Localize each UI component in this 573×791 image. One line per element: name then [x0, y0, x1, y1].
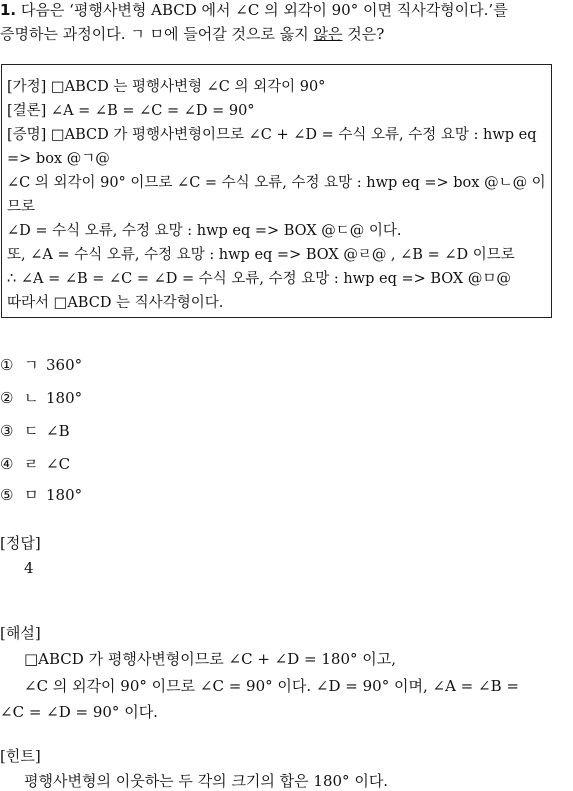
proof-box	[1, 64, 552, 318]
question-line-2	[0, 24, 384, 44]
option-value: ∠C	[46, 455, 71, 473]
question-line-1	[0, 0, 508, 20]
option-number: ③	[0, 422, 14, 440]
option-key: ㄴ	[24, 389, 39, 407]
option-2[interactable]	[0, 388, 82, 408]
explanation-line-1: □ABCD 가 평행사변형이므로 ∠C + ∠D = 180° 이고,	[24, 650, 397, 668]
proof-line: 므로	[7, 199, 36, 215]
answer-value: 4	[24, 559, 34, 577]
proof-line: ∴ ∠A = ∠B = ∠C = ∠D = 수식 오류, 수정 요망 : hwp eq => BOX @ㅁ@	[7, 271, 511, 287]
question-number: 1.	[0, 1, 17, 19]
question-text-2: 증명하는 과정이다. ㄱ ㅁ에 들어갈 것으로 옳지	[0, 25, 314, 43]
option-3[interactable]	[0, 421, 70, 441]
option-key: ㄱ	[24, 356, 39, 374]
option-number: ④	[0, 455, 14, 473]
proof-line: 또, ∠A = 수식 오류, 수정 요망 : hwp eq => BOX @ㄹ@ , ∠B = ∠D 이므로	[7, 247, 515, 263]
answer-label: [정답]	[0, 534, 41, 552]
option-number: ②	[0, 389, 14, 407]
explanation-line-2: ∠C 의 외각이 90° 이므로 ∠C = 90° 이다. ∠D = 90° 이며, ∠A = ∠B =	[24, 677, 519, 695]
option-key: ㄷ	[24, 422, 39, 440]
hint-label: [힌트]	[0, 747, 41, 765]
hint-line-1: 평행사변형의 이웃하는 두 각의 크기의 합은 180° 이다.	[24, 772, 389, 790]
option-value: 180°	[46, 486, 83, 504]
question-text-1: 다음은 ‘평행사변형 ABCD 에서 ∠C 의 외각이 90° 이면 직사각형이다.’를	[20, 1, 508, 19]
question-underlined-word: 않은	[313, 25, 343, 43]
option-1[interactable]	[0, 355, 82, 375]
proof-line: => box @ㄱ@	[7, 151, 110, 167]
option-key: ㅁ	[24, 486, 39, 504]
explanation-label: [해설]	[0, 624, 41, 642]
option-key: ㄹ	[24, 455, 39, 473]
proof-line: [가정] □ABCD 는 평행사변형 ∠C 의 외각이 90°	[7, 79, 326, 95]
option-value: ∠B	[46, 422, 70, 440]
proof-line: [증명] □ABCD 가 평행사변형이므로 ∠C + ∠D = 수식 오류, 수정 요망 : hwp eq	[7, 127, 537, 143]
proof-line: [결론] ∠A = ∠B = ∠C = ∠D = 90°	[7, 103, 255, 119]
proof-line: 따라서 □ABCD 는 직사각형이다.	[7, 295, 224, 311]
option-4[interactable]	[0, 454, 70, 474]
proof-line: ∠C 의 외각이 90° 이므로 ∠C = 수식 오류, 수정 요망 : hwp eq => box @ㄴ@ 이	[7, 175, 546, 191]
explanation-line-3: ∠C = ∠D = 90° 이다.	[0, 703, 158, 721]
option-value: 360°	[46, 356, 83, 374]
option-number: ⑤	[0, 486, 14, 504]
option-value: 180°	[46, 389, 83, 407]
option-5[interactable]	[0, 485, 82, 505]
proof-line: ∠D = 수식 오류, 수정 요망 : hwp eq => BOX @ㄷ@ 이다.	[7, 223, 402, 239]
option-number: ①	[0, 356, 14, 374]
question-text-2-end: 것은?	[342, 25, 385, 43]
